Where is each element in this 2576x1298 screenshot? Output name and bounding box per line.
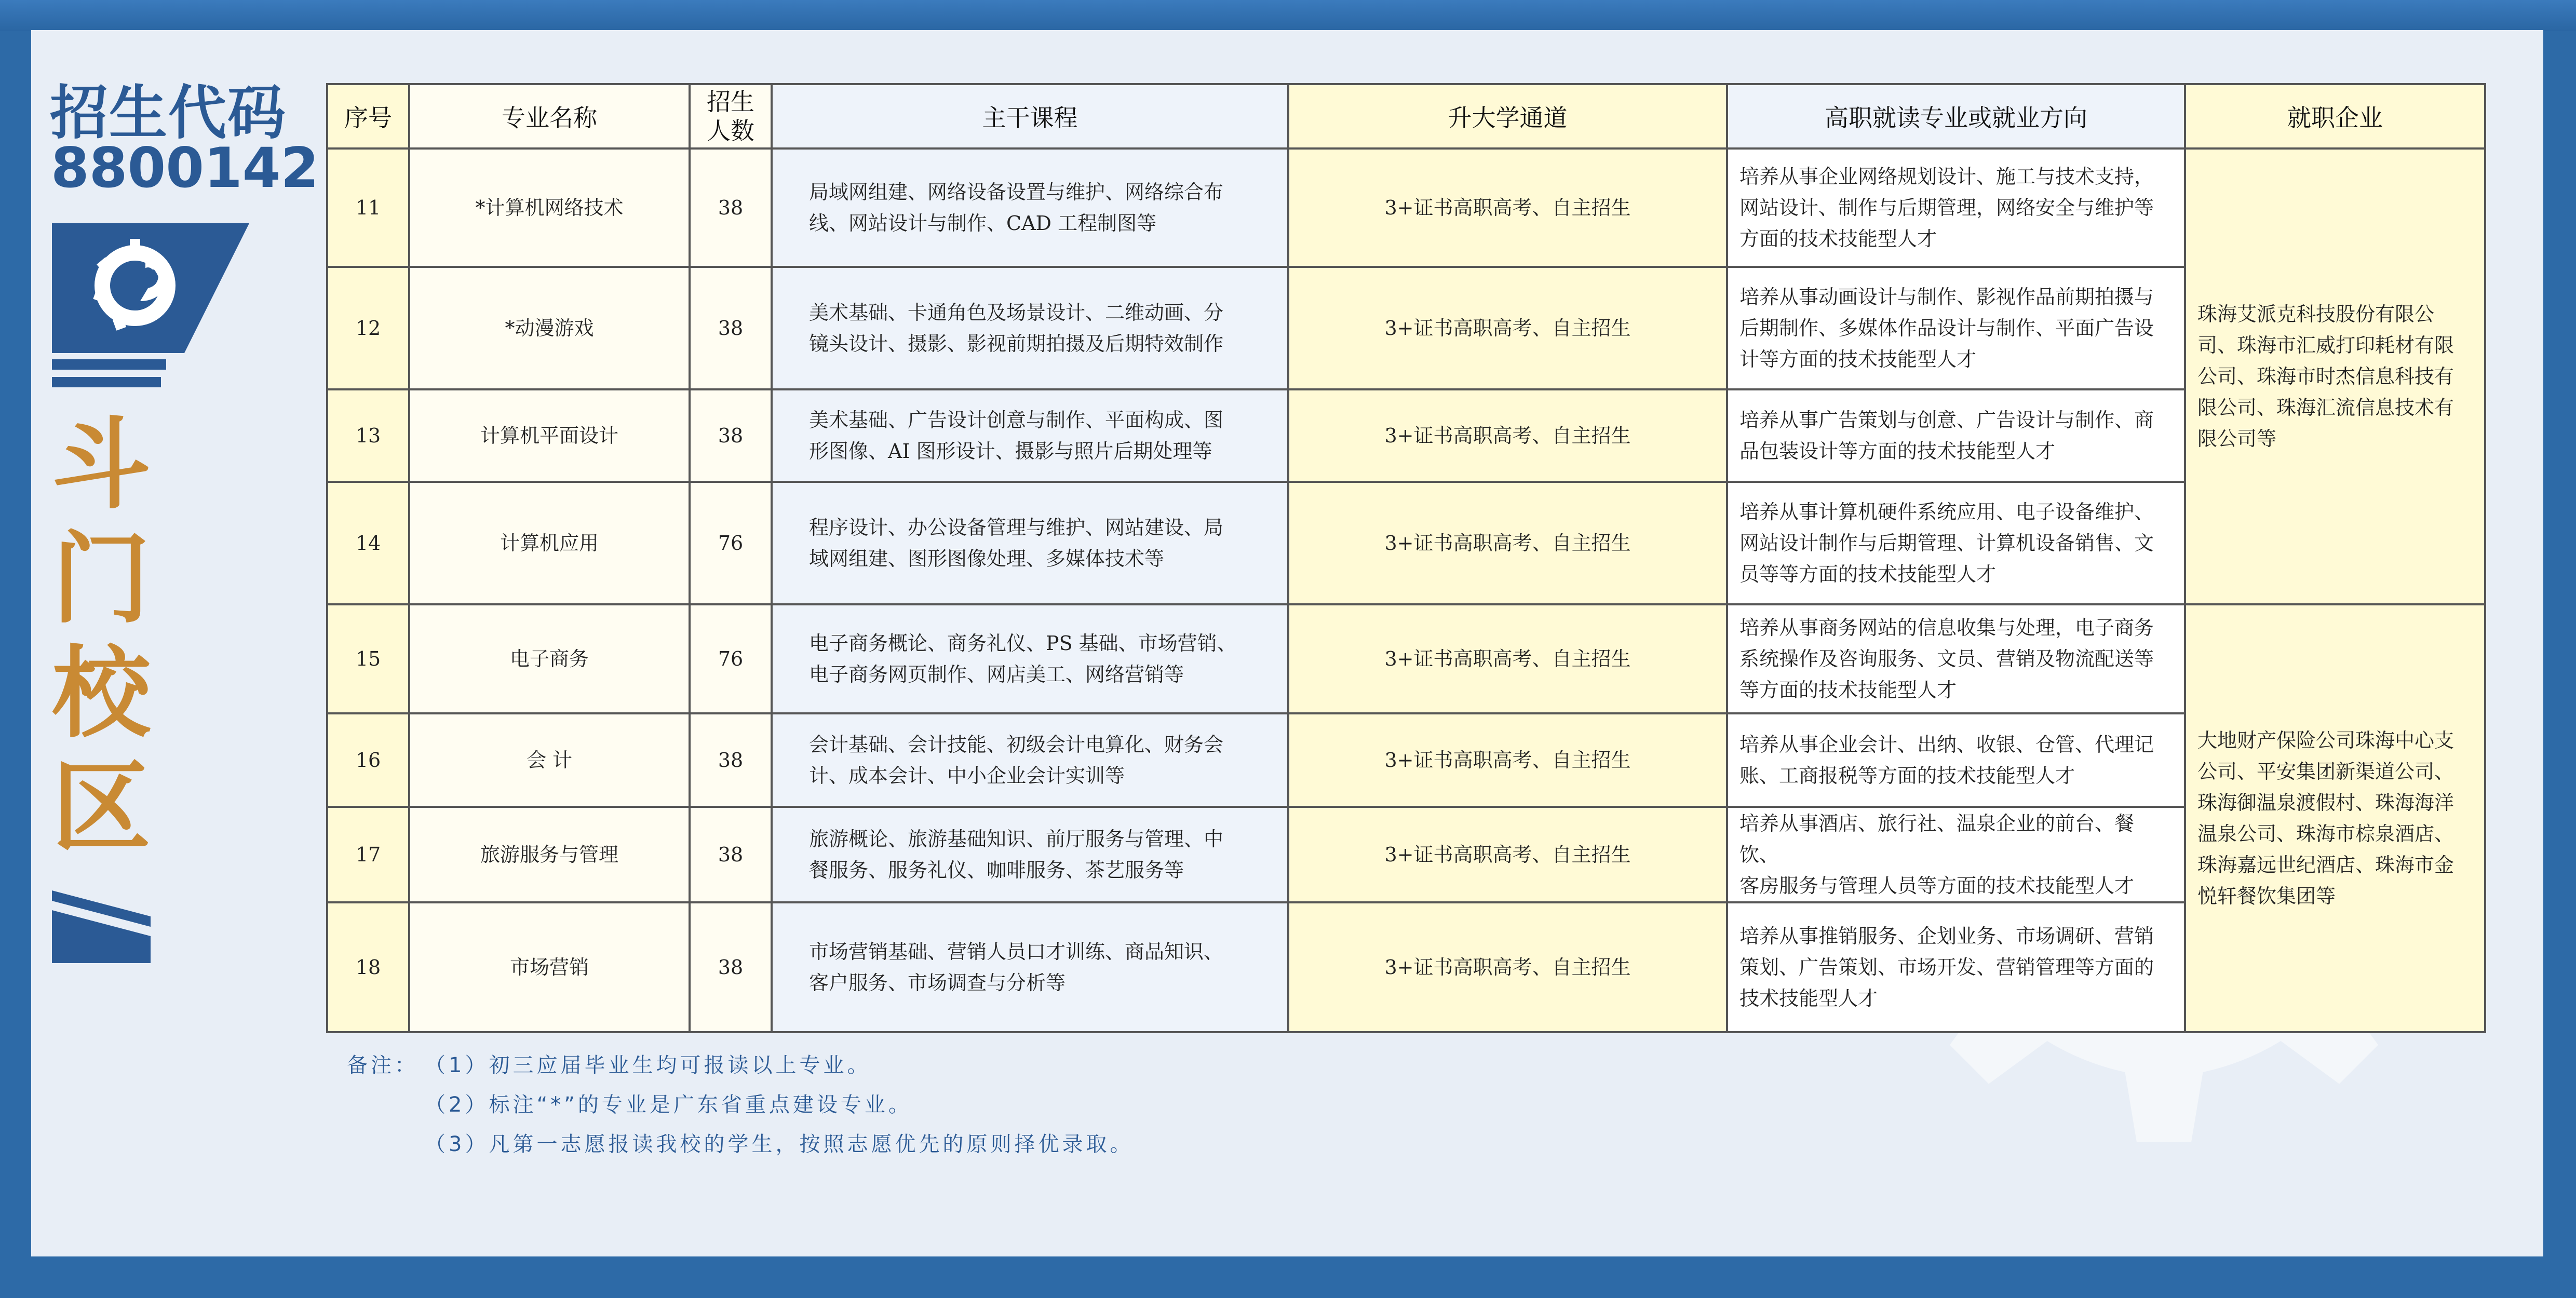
cell-seq: 11: [327, 148, 409, 267]
enrollment-code-title: 招生代码: [50, 79, 287, 147]
cell-seq: 17: [327, 807, 409, 902]
header-employers: 就职企业: [2185, 84, 2485, 148]
cell-seq: 15: [327, 604, 409, 713]
school-logo-icon: [52, 223, 249, 389]
decorative-stripe: [52, 890, 151, 963]
course-line: 电子商务概论、商务礼仪、PS 基础、市场营销、: [809, 632, 1237, 655]
direction-line: 策划、广告策划、市场开发、营销管理等方面的: [1739, 956, 2154, 979]
cell-courses: [772, 389, 1288, 482]
table-row: [327, 482, 2485, 604]
direction-line: 培养从事企业会计、出纳、收银、仓管、代理记: [1739, 733, 2154, 756]
cell-courses: [772, 713, 1288, 807]
course-line: 会计基础、会计技能、初级会计电算化、财务会: [809, 733, 1224, 756]
employer-line: 公司、平安集团新渠道公司、: [2197, 760, 2454, 783]
cell-courses: [772, 267, 1288, 389]
course-line: 旅游概论、旅游基础知识、前厅服务与管理、中: [809, 828, 1224, 850]
direction-line: 系统操作及咨询服务、文员、营销及物流配送等: [1739, 647, 2154, 670]
cell-courses: [772, 604, 1288, 713]
campus-char-3: 校: [52, 635, 151, 751]
table-row: [327, 902, 2485, 1032]
note-item: （3）凡第一志愿报读我校的学生，按照志愿优先的原则择优录取。: [425, 1132, 1134, 1156]
cell-courses: [772, 148, 1288, 267]
course-line: 局域网组建、网络设备设置与维护、网络综合布: [809, 181, 1224, 204]
cell-quota: 38: [690, 389, 772, 482]
direction-line: 培养从事动画设计与制作、影视作品前期拍摄与: [1739, 286, 2154, 308]
cell-path: 3+证书高职高考、自主招生: [1288, 267, 1727, 389]
cell-courses: [772, 902, 1288, 1032]
cell-seq: 14: [327, 482, 409, 604]
majors-table: [326, 83, 2486, 1033]
direction-line: 培养从事商务网站的信息收集与处理，电子商务: [1739, 616, 2154, 639]
cell-major: *动漫游戏: [409, 267, 690, 389]
cell-courses: [772, 482, 1288, 604]
course-line: 餐服务、服务礼仪、咖啡服务、茶艺服务等: [809, 859, 1184, 882]
course-line: 域网组建、图形图像处理、多媒体技术等: [809, 547, 1165, 570]
notes-label: 备注：: [347, 1053, 419, 1077]
cell-path: 3+证书高职高考、自主招生: [1288, 807, 1727, 902]
cell-major: 会 计: [409, 713, 690, 807]
cell-major: *计算机网络技术: [409, 148, 690, 267]
direction-line: 品包装设计等方面的技术技能型人才: [1739, 440, 2056, 463]
cell-major: 计算机平面设计: [409, 389, 690, 482]
header-direction: 高职就读专业或就业方向: [1727, 84, 2185, 148]
direction-line: 培养从事酒店、旅行社、温泉企业的前台、餐饮、: [1739, 812, 2135, 866]
cell-major: 计算机应用: [409, 482, 690, 604]
employer-line: 温泉公司、珠海市棕泉酒店、: [2197, 822, 2454, 845]
header-path: 升大学通道: [1288, 84, 1727, 148]
cell-employers-group2: [2185, 604, 2485, 1032]
cell-direction: [1727, 389, 2185, 482]
course-line: 电子商务网页制作、网店美工、网络营销等: [809, 663, 1184, 686]
cell-path: 3+证书高职高考、自主招生: [1288, 389, 1727, 482]
header-quota: [690, 84, 772, 148]
direction-line: 方面的技术技能型人才: [1739, 227, 1937, 250]
cell-seq: 16: [327, 713, 409, 807]
employer-line: 限公司等: [2197, 427, 2277, 450]
cell-path: 3+证书高职高考、自主招生: [1288, 148, 1727, 267]
cell-quota: 38: [690, 267, 772, 389]
cell-direction: [1727, 267, 2185, 389]
employer-line: 珠海艾派克科技股份有限公: [2197, 303, 2435, 326]
cell-quota: 38: [690, 148, 772, 267]
cell-major: 旅游服务与管理: [409, 807, 690, 902]
enrollment-code-number: 8800142: [51, 136, 319, 200]
employer-line: 限公司、珠海汇流信息技术有: [2197, 396, 2454, 419]
cell-direction: [1727, 482, 2185, 604]
cell-major: 市场营销: [409, 902, 690, 1032]
cell-path: 3+证书高职高考、自主招生: [1288, 902, 1727, 1032]
frame-top: [0, 0, 2576, 31]
table-row: [327, 389, 2485, 482]
direction-line: 员等等方面的技术技能型人才: [1739, 563, 1997, 586]
cell-courses: [772, 807, 1288, 902]
header-courses: 主干课程: [772, 84, 1288, 148]
cell-seq: 12: [327, 267, 409, 389]
cell-direction: [1727, 604, 2185, 713]
employer-line: 公司、珠海市时杰信息科技有: [2197, 365, 2454, 388]
direction-line: 后期制作、多媒体作品设计与制作、平面广告设: [1739, 317, 2154, 340]
cell-path: 3+证书高职高考、自主招生: [1288, 482, 1727, 604]
cell-seq: 13: [327, 389, 409, 482]
cell-direction: [1727, 902, 2185, 1032]
header-quota-line1: 招生: [707, 88, 754, 116]
note-item: （1）初三应届毕业生均可报读以上专业。: [425, 1053, 871, 1077]
campus-char-4: 区: [52, 749, 151, 865]
employer-line: 珠海御温泉渡假村、珠海海洋: [2197, 791, 2454, 814]
table-row: [327, 713, 2485, 807]
course-line: 美术基础、卡通角色及场景设计、二维动画、分: [809, 301, 1224, 324]
course-line: 程序设计、办公设备管理与维护、网站建设、局: [809, 516, 1224, 539]
header-major: 专业名称: [409, 84, 690, 148]
direction-line: 等方面的技术技能型人才: [1739, 679, 1957, 701]
direction-line: 培养从事推销服务、企划业务、市场调研、营销: [1739, 925, 2154, 948]
header-seq: 序号: [327, 84, 409, 148]
direction-line: 客房服务与管理人员等方面的技术技能型人才: [1739, 874, 2135, 897]
cell-path: 3+证书高职高考、自主招生: [1288, 604, 1727, 713]
cell-major: 电子商务: [409, 604, 690, 713]
cell-path: 3+证书高职高考、自主招生: [1288, 713, 1727, 807]
cell-direction: [1727, 148, 2185, 267]
cell-direction: [1727, 713, 2185, 807]
course-line: 市场营销基础、营销人员口才训练、商品知识、: [809, 940, 1224, 963]
direction-line: 网站设计、制作与后期管理，网络安全与维护等: [1739, 196, 2154, 219]
employer-line: 悦轩餐饮集团等: [2197, 885, 2336, 908]
table-row: [327, 267, 2485, 389]
cell-seq: 18: [327, 902, 409, 1032]
course-line: 客户服务、市场调查与分析等: [809, 971, 1066, 994]
direction-line: 账、工商报税等方面的技术技能型人才: [1739, 764, 2075, 787]
table-header-row: [327, 84, 2485, 148]
campus-char-2: 门: [52, 521, 151, 637]
cell-employers-group1: [2185, 148, 2485, 604]
cell-quota: 38: [690, 713, 772, 807]
direction-line: 技术技能型人才: [1739, 987, 1878, 1010]
direction-line: 计等方面的技术技能型人才: [1739, 348, 1977, 371]
direction-line: 培养从事广告策划与创意、广告设计与制作、商: [1739, 409, 2154, 431]
course-line: 镜头设计、摄影、影视前期拍摄及后期特效制作: [809, 332, 1224, 355]
direction-line: 培养从事计算机硬件系统应用、电子设备维护、: [1739, 501, 2154, 523]
cell-quota: 76: [690, 482, 772, 604]
cell-direction: [1727, 807, 2185, 902]
direction-line: 网站设计制作与后期管理、计算机设备销售、文: [1739, 532, 2154, 555]
table-row: [327, 148, 2485, 267]
cell-quota: 38: [690, 807, 772, 902]
table-row: [327, 604, 2485, 713]
note-item: （2）标注“*”的专业是广东省重点建设专业。: [425, 1093, 912, 1117]
employer-line: 珠海嘉远世纪酒店、珠海市金: [2197, 854, 2454, 876]
cell-quota: 38: [690, 902, 772, 1032]
course-line: 线、网站设计与制作、CAD 工程制图等: [809, 212, 1157, 235]
course-line: 形图像、AI 图形设计、摄影与照片后期处理等: [809, 440, 1212, 463]
table-row: [327, 807, 2485, 902]
header-quota-line2: 人数: [707, 117, 754, 145]
cell-quota: 76: [690, 604, 772, 713]
course-line: 美术基础、广告设计创意与制作、平面构成、图: [809, 409, 1224, 431]
employer-line: 司、珠海市汇威打印耗材有限: [2197, 334, 2454, 357]
course-line: 计、成本会计、中小企业会计实训等: [809, 764, 1125, 787]
employer-line: 大地财产保险公司珠海中心支: [2197, 729, 2454, 752]
direction-line: 培养从事企业网络规划设计、施工与技术支持，: [1739, 165, 2154, 188]
campus-char-1: 斗: [52, 407, 151, 522]
